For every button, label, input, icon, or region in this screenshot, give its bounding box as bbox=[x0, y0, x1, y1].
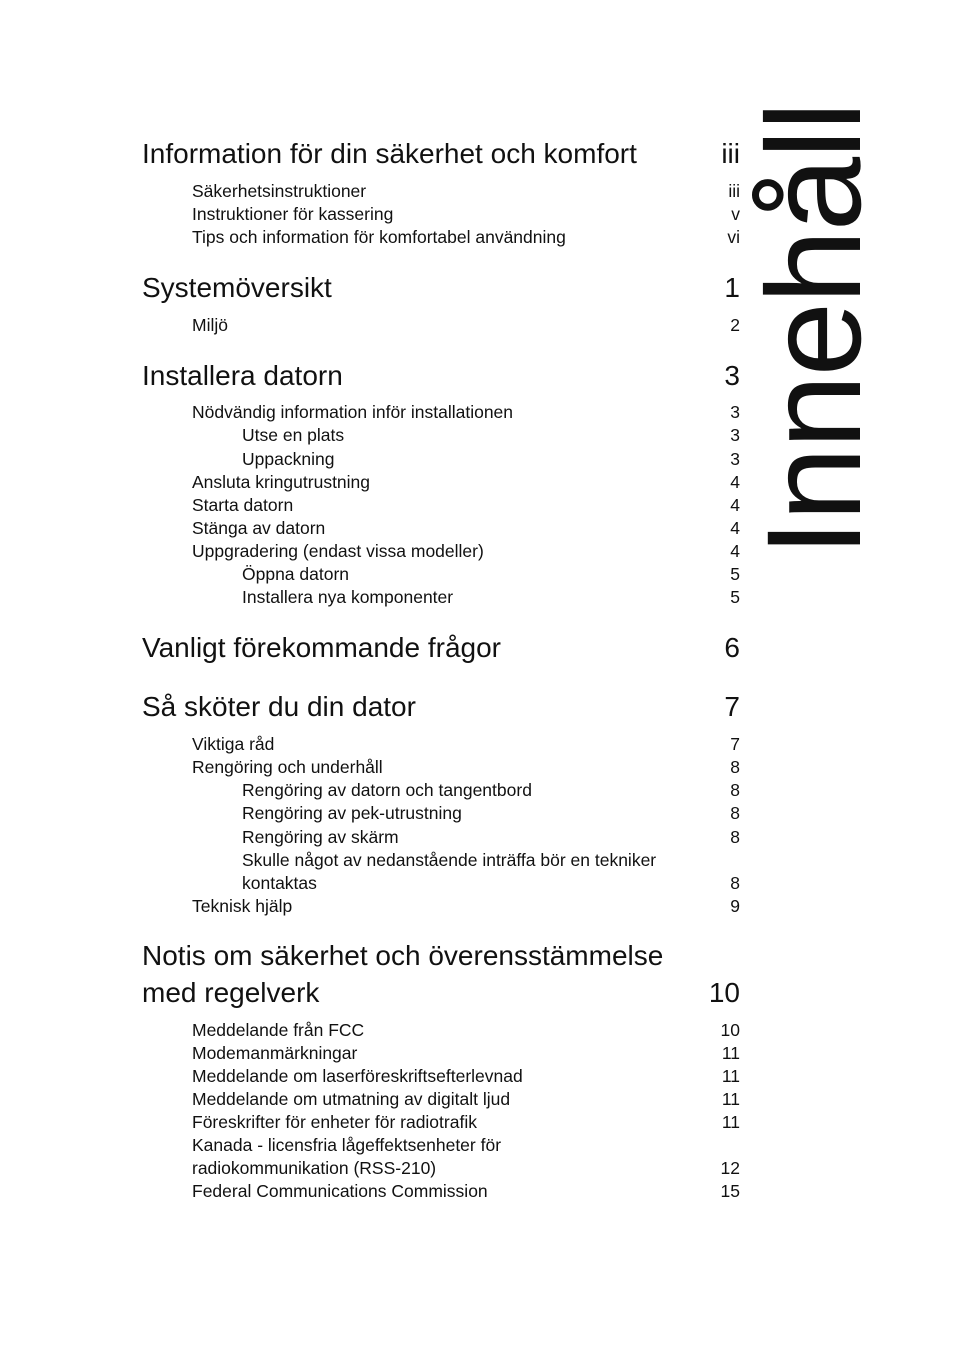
entry-title: Rengöring av skärm bbox=[242, 827, 399, 847]
entry-title: Rengöring av pek-utrustning bbox=[242, 803, 462, 823]
page-number: 11 bbox=[721, 1043, 740, 1063]
toc-subentry bbox=[142, 586, 740, 609]
page-number: 15 bbox=[720, 1181, 740, 1201]
page-number: 8 bbox=[730, 827, 740, 847]
entry-title: Instruktioner för kassering bbox=[192, 204, 394, 224]
toc-entry bbox=[142, 1019, 740, 1042]
section-title: Notis om säkerhet och överensstämmelse med regelverk bbox=[142, 940, 664, 1008]
entry-title: Ansluta kringutrustning bbox=[192, 472, 371, 492]
page-number: v bbox=[731, 204, 740, 224]
section-title: Vanligt förekommande frågor bbox=[142, 632, 501, 663]
page-number: 11 bbox=[721, 1112, 740, 1132]
page-number: 3 bbox=[730, 449, 740, 469]
toc-entry bbox=[142, 401, 740, 424]
page-number: 10 bbox=[708, 977, 740, 1008]
entry-title: Nödvändig information inför installationen bbox=[192, 402, 514, 422]
toc-entry bbox=[142, 1065, 740, 1088]
section-title: Installera datorn bbox=[142, 360, 343, 391]
toc-subentry bbox=[142, 826, 740, 849]
toc-entry bbox=[142, 895, 740, 918]
entry-title: Meddelande om laserföreskriftsefterlevnad bbox=[192, 1066, 523, 1086]
toc-entry bbox=[142, 540, 740, 563]
page-number: 8 bbox=[730, 803, 740, 823]
toc-entry bbox=[142, 1042, 740, 1065]
page-number: 11 bbox=[721, 1089, 740, 1109]
page-number: 7 bbox=[730, 734, 740, 754]
toc-section-heading bbox=[142, 688, 740, 725]
entry-title: Rengöring av datorn och tangentbord bbox=[242, 780, 532, 800]
toc-entry bbox=[142, 1088, 740, 1111]
entry-title: Uppgradering (endast vissa modeller) bbox=[192, 541, 484, 561]
entry-title: Utse en plats bbox=[242, 425, 345, 445]
page-number: 4 bbox=[730, 541, 740, 561]
page-number: 4 bbox=[730, 495, 740, 515]
section-title: Så sköter du din dator bbox=[142, 691, 416, 722]
toc-entry bbox=[142, 471, 740, 494]
page-number: 3 bbox=[730, 425, 740, 445]
page-number: 8 bbox=[730, 873, 740, 893]
toc-section-heading bbox=[142, 937, 740, 1011]
side-title-text: Innehåll bbox=[740, 103, 889, 557]
page-number: 9 bbox=[730, 896, 740, 916]
entry-title: Installera nya komponenter bbox=[242, 587, 454, 607]
entry-title: Skulle något av nedanstående inträffa bör en tekniker kontaktas bbox=[242, 850, 657, 893]
toc-section-heading bbox=[142, 269, 740, 306]
toc-subentry bbox=[142, 563, 740, 586]
page-number: 5 bbox=[730, 587, 740, 607]
page-number: 8 bbox=[730, 780, 740, 800]
toc-entry bbox=[142, 1180, 740, 1203]
page-number: 2 bbox=[730, 315, 740, 335]
entry-title: Miljö bbox=[192, 315, 228, 335]
entry-title: Teknisk hjälp bbox=[192, 896, 293, 916]
toc-entry bbox=[142, 1134, 740, 1180]
page-number: 4 bbox=[730, 472, 740, 492]
page-number: 7 bbox=[724, 691, 740, 722]
page-number: 4 bbox=[730, 518, 740, 538]
entry-title: Viktiga råd bbox=[192, 734, 275, 754]
toc-section-heading bbox=[142, 357, 740, 394]
page-number: 3 bbox=[730, 402, 740, 422]
toc-section-heading bbox=[142, 629, 740, 666]
entry-title: Säkerhetsinstruktioner bbox=[192, 181, 367, 201]
entry-title: Starta datorn bbox=[192, 495, 294, 515]
toc-subentry bbox=[142, 424, 740, 447]
toc-entry bbox=[142, 314, 740, 337]
toc-subentry bbox=[142, 779, 740, 802]
section-title: Systemöversikt bbox=[142, 272, 332, 303]
entry-title: Modemanmärkningar bbox=[192, 1043, 358, 1063]
entry-title: Meddelande från FCC bbox=[192, 1020, 365, 1040]
page-number: vi bbox=[727, 227, 740, 247]
toc-entry bbox=[142, 517, 740, 540]
page-number: 11 bbox=[721, 1066, 740, 1086]
toc-subentry bbox=[142, 802, 740, 825]
page-number: 10 bbox=[720, 1020, 740, 1040]
page-number: iii bbox=[721, 138, 740, 169]
entry-title: Federal Communications Commission bbox=[192, 1181, 488, 1201]
entry-title: Tips och information för komfortabel användning bbox=[192, 227, 566, 247]
page-number: iii bbox=[728, 181, 740, 201]
side-title bbox=[740, 103, 889, 557]
entry-title: Öppna datorn bbox=[242, 564, 350, 584]
toc-entry bbox=[142, 756, 740, 779]
toc-entry bbox=[142, 494, 740, 517]
page-number: 1 bbox=[724, 272, 740, 303]
entry-title: Meddelande om utmatning av digitalt ljud bbox=[192, 1089, 511, 1109]
entry-title: Stänga av datorn bbox=[192, 518, 326, 538]
toc-section-heading bbox=[142, 135, 740, 172]
page-number: 5 bbox=[730, 564, 740, 584]
toc-entry bbox=[142, 226, 740, 249]
entry-title: Kanada - licensfria lågeffektsenheter för radiokommunikation (RSS-210) bbox=[192, 1135, 502, 1178]
page-number: 3 bbox=[724, 360, 740, 391]
page-number: 12 bbox=[720, 1158, 740, 1178]
page-number: 8 bbox=[730, 757, 740, 777]
toc-entry bbox=[142, 180, 740, 203]
section-title: Information för din säkerhet och komfort bbox=[142, 138, 637, 169]
page-number: 6 bbox=[724, 632, 740, 663]
toc-subentry bbox=[142, 448, 740, 471]
entry-title: Föreskrifter för enheter för radiotrafik bbox=[192, 1112, 477, 1132]
toc-entry bbox=[142, 1111, 740, 1134]
entry-title: Uppackning bbox=[242, 449, 335, 469]
toc-subentry bbox=[142, 849, 740, 895]
toc-entry bbox=[142, 203, 740, 226]
entry-title: Rengöring och underhåll bbox=[192, 757, 383, 777]
toc-entry bbox=[142, 733, 740, 756]
